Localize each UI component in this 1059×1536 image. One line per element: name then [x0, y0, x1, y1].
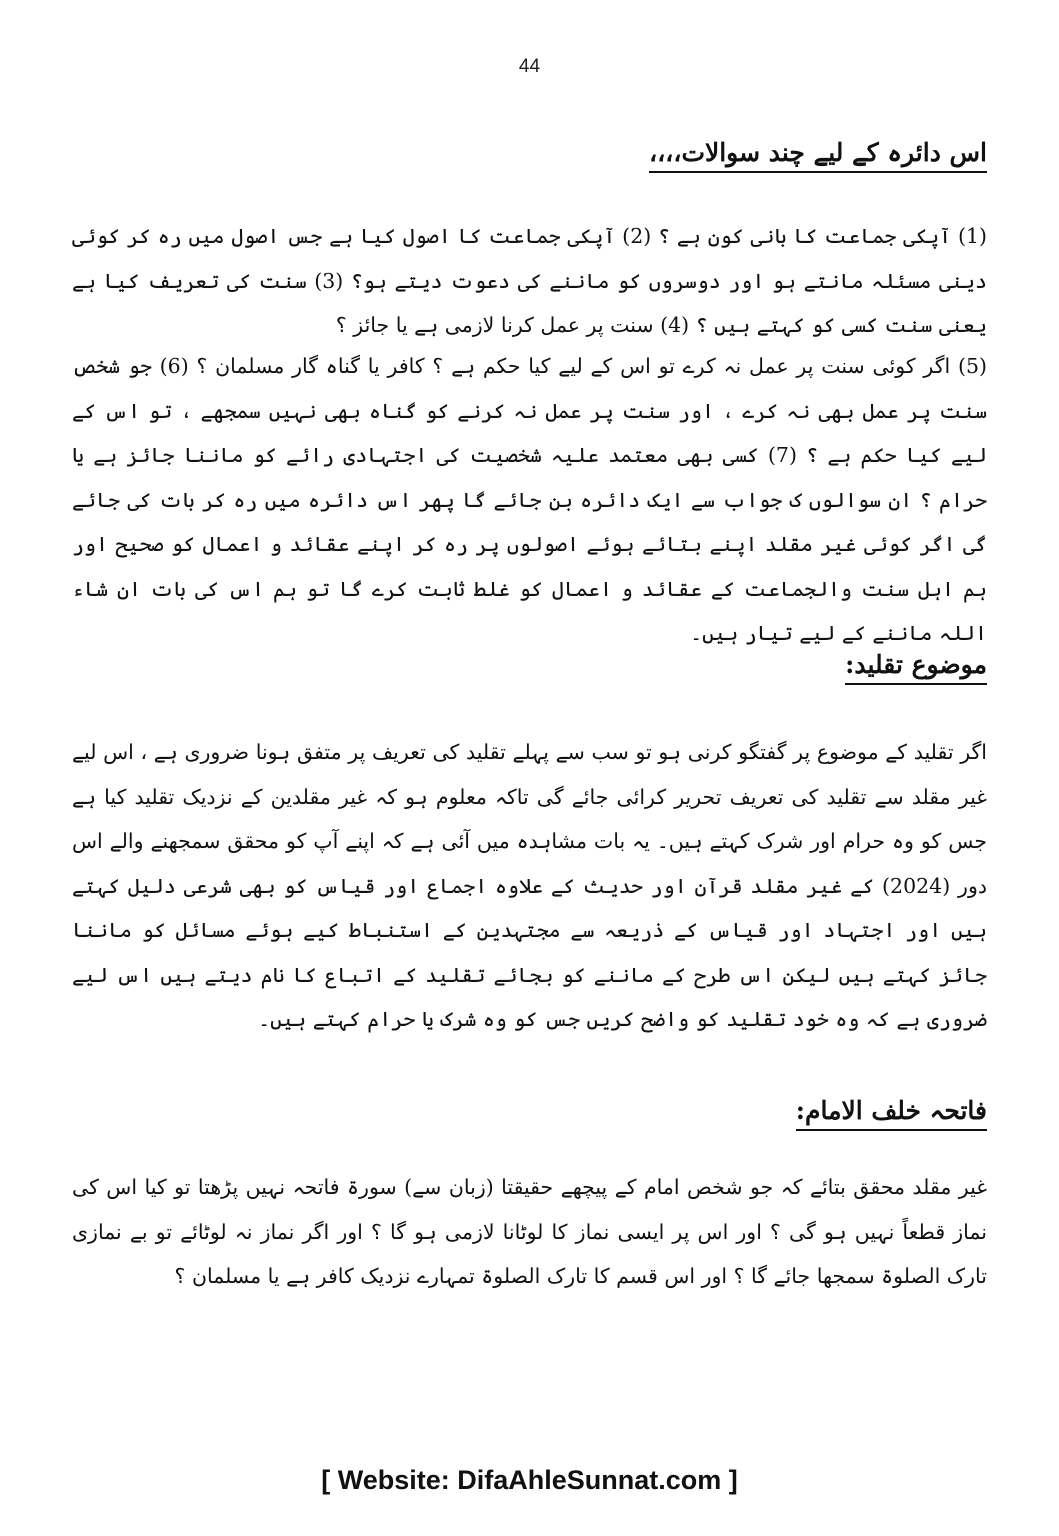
section-heading-questions: اس دائرہ کے لیے چند سوالات،،،، — [649, 138, 987, 173]
paragraph-taqleed: اگر تقلید کے موضوع پر گفتگو کرنی ہو تو سب سے پہلے تقلید کی تعریف پر متفق ہونا ضروری ہے ، اس لیے غیر مقلد سے تقلید کی تعریف تحریر کرائی جائے گی تاکہ معلوم ہو کہ غیر مقلدین کے نزدیک تقلید کیا ہے جس کو وہ حرام اور شرک کہتے ہیں۔ یہ بات مشاہدہ میں آئی ہے کہ اپنے آپ کو محقق سمجھنے والے اس دور (2024) کے غیر مقلد قرآن اور حدیث کے علاوہ اجماع اور قیاس کو بھی شرعی دلیل کہتے ہیں اور اجتہاد اور قیاس کے ذریعہ سے مجتہدین کے استنباط کیے ہوئے مسائل کو ماننا جائز کہتے ہیں لیکن اس طرح کے ماننے کو بجائے تقلید کے اتباع کا نام دیتے ہیں اس لیے ضروری ہے کہ وہ خود تقلید کو واضح کریں جس کو وہ شرک یا حرام کہتے ہیں۔ — [72, 740, 987, 1031]
website-footer: [ Website: DifaAhleSunnat.com ] — [321, 1465, 738, 1495]
section-heading-fatiha: فاتحہ خلف الامام: — [796, 1096, 987, 1131]
page-number: 44 — [518, 56, 541, 77]
paragraph-questions-5-7: (5) اگر کوئی سنت پر عمل نہ کرے تو اس کے لیے کیا حکم ہے ؟ کافر یا گناہ گار مسلمان ؟ (6) جو شخص سنت پر عمل بھی نہ کرے ، اور سنت پر عمل نہ کرنے کو گناہ بھی نہیں سمجھے ، تو اس کے لیے کیا حکم ہے ؟ (7) کسی بھی معتمد علیہ شخصیت کی اجتہادی رائے کو ماننا جائز ہے یا حرام ؟ ان سوالوں ک جواب سے ایک دائرہ بن جائے گا پھر اس دائرہ میں رہ کر بات کی جائے گی اگر کوئی غیر مقلد اپنے بتائے ہوئے اصولوں پر رہ کر اپنے عقائد و اعمال کو صحیح اور ہم اہل سنت والجماعت کے عقائد و اعمال کو غلط ثابت کرے گا تو ہم اس کی بات ان شاء اللہ ماننے کے لیے تیار ہیں۔ — [72, 354, 987, 645]
section-heading-taqleed: موضوع تقلید: — [845, 650, 987, 685]
paragraph-questions-1-4: (1) آپکی جماعت کا بانی کون ہے ؟ (2) آپکی جماعت کا اصول کیا ہے جس اصول میں رہ کر کوئی دینی مسئلہ مانتے ہو اور دوسروں کو ماننے کی دعوت دیتے ہو؟ (3) سنت کی تعریف کیا ہے یعنی سنت کسی کو کہتے ہیں ؟ (4) سنت پر عمل کرنا لازمی ہے یا جائز ؟ — [72, 224, 988, 337]
paragraph-fatiha: غیر مقلد محقق بتائے کہ جو شخص امام کے پیچھے حقیقتا (زبان سے) سورۃ فاتحہ نہیں پڑھتا تو کیا اس کی نماز قطعاً نہیں ہو گی ؟ اور اس پر ایسی نماز کا لوٹانا لازمی ہو گا ؟ اور اگر نماز نہ لوٹائے تو بے نمازی تارک الصلوۃ سمجھا جائے گا ؟ اور اس قسم کا تارک الصلوۃ تمہارے نزدیک کافر ہے یا مسلمان ؟ — [72, 1175, 987, 1288]
